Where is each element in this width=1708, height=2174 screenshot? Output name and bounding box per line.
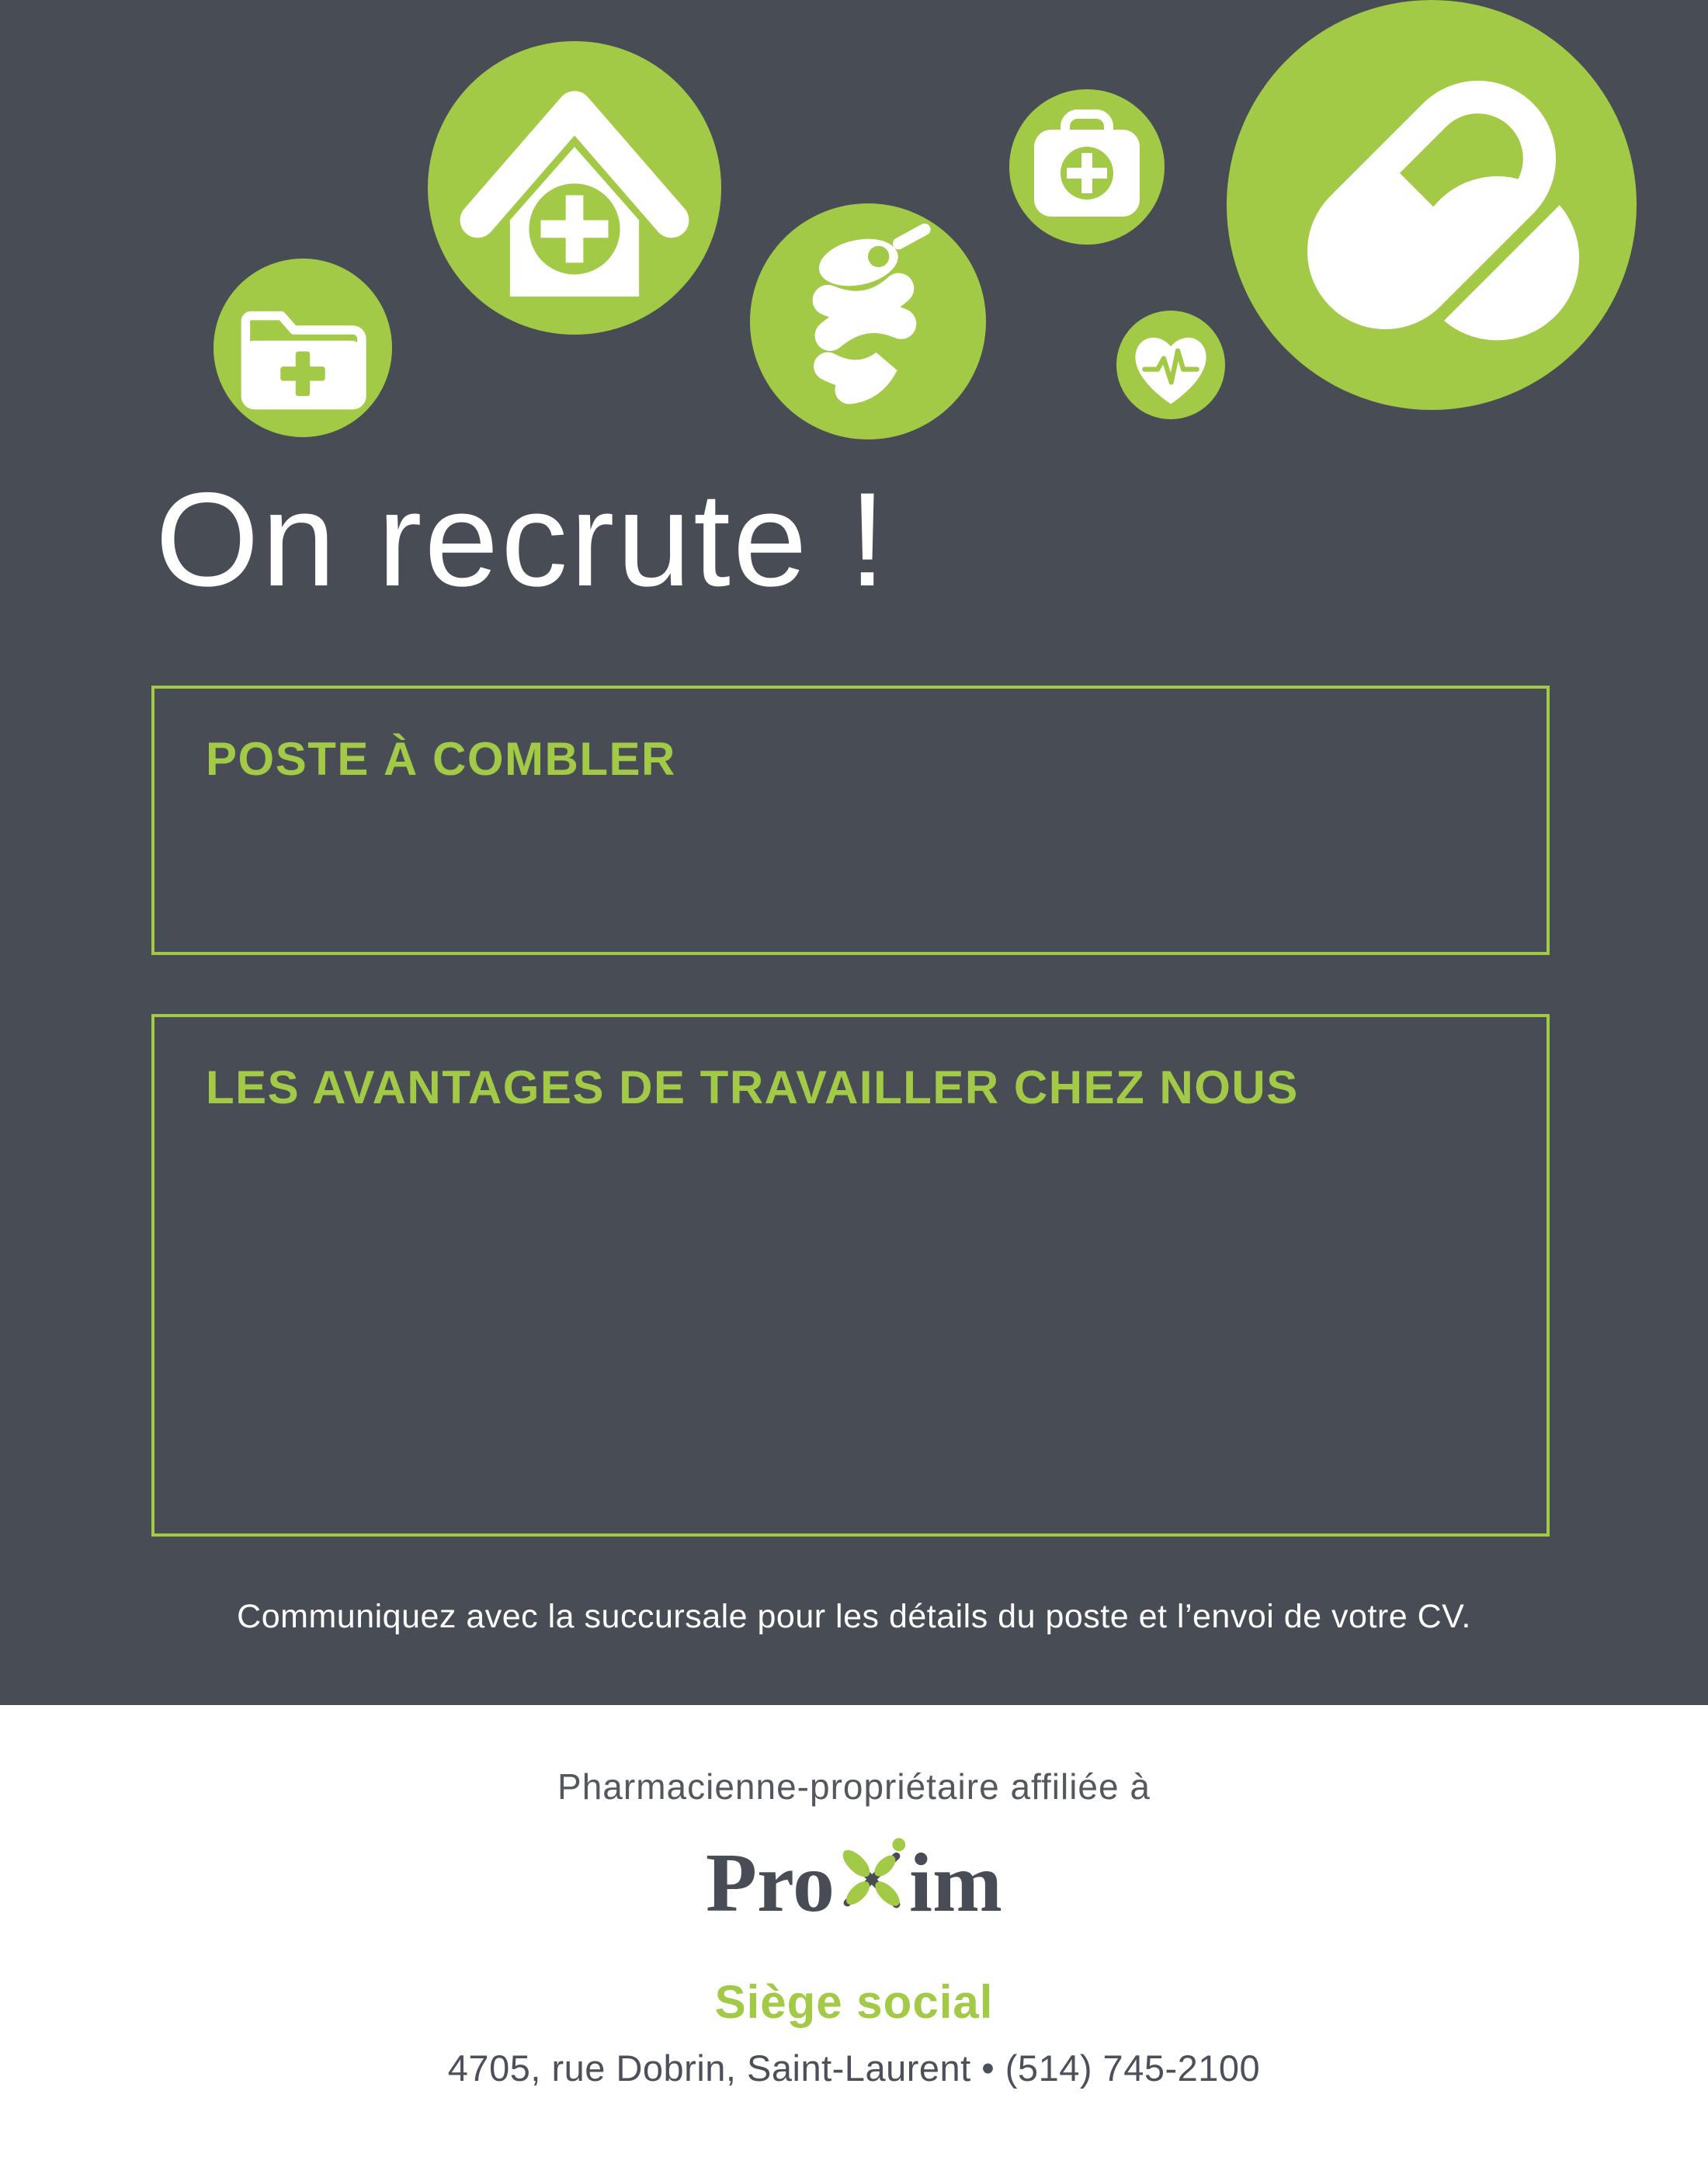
pill-capsule-icon [1227, 0, 1637, 410]
benefits-box [151, 1014, 1550, 1537]
folder-plus-icon [214, 259, 392, 437]
office-label: Siège social [714, 1976, 994, 2028]
position-to-fill-box [151, 686, 1550, 955]
proxim-logo [0, 1829, 1708, 1938]
proxim-logo-x-icon [827, 1828, 917, 1926]
position-to-fill-heading: POSTE À COMBLER [206, 733, 676, 785]
house-medical-icon-circle [428, 41, 721, 335]
house-medical-icon [428, 41, 721, 335]
contact-note: Communiquez avec la succursale pour les détails du poste et l’envoi de votre CV. [237, 1598, 1471, 1635]
folder-plus-icon-circle [214, 259, 392, 437]
address-line: 4705, rue Dobrin, Saint-Laurent • (514) 745-2100 [447, 2047, 1261, 2089]
asclepius-snake-icon [750, 203, 986, 439]
proxim-logo-text-prefix: Pro [706, 1837, 835, 1929]
proxim-logo-text-suffix: im [908, 1837, 1002, 1929]
page-title: On recrute ! [155, 465, 889, 614]
heart-pulse-icon [1116, 311, 1225, 419]
pill-capsule-icon-circle [1227, 0, 1637, 410]
first-aid-kit-icon [1009, 89, 1165, 245]
heart-pulse-icon-circle [1116, 311, 1225, 419]
asclepius-snake-icon-circle [750, 203, 986, 439]
benefits-heading: LES AVANTAGES DE TRAVAILLER CHEZ NOUS [206, 1061, 1299, 1113]
affiliation-text: Pharmacienne-propriétaire affiliée à [557, 1766, 1151, 1807]
first-aid-kit-icon-circle [1009, 89, 1165, 245]
